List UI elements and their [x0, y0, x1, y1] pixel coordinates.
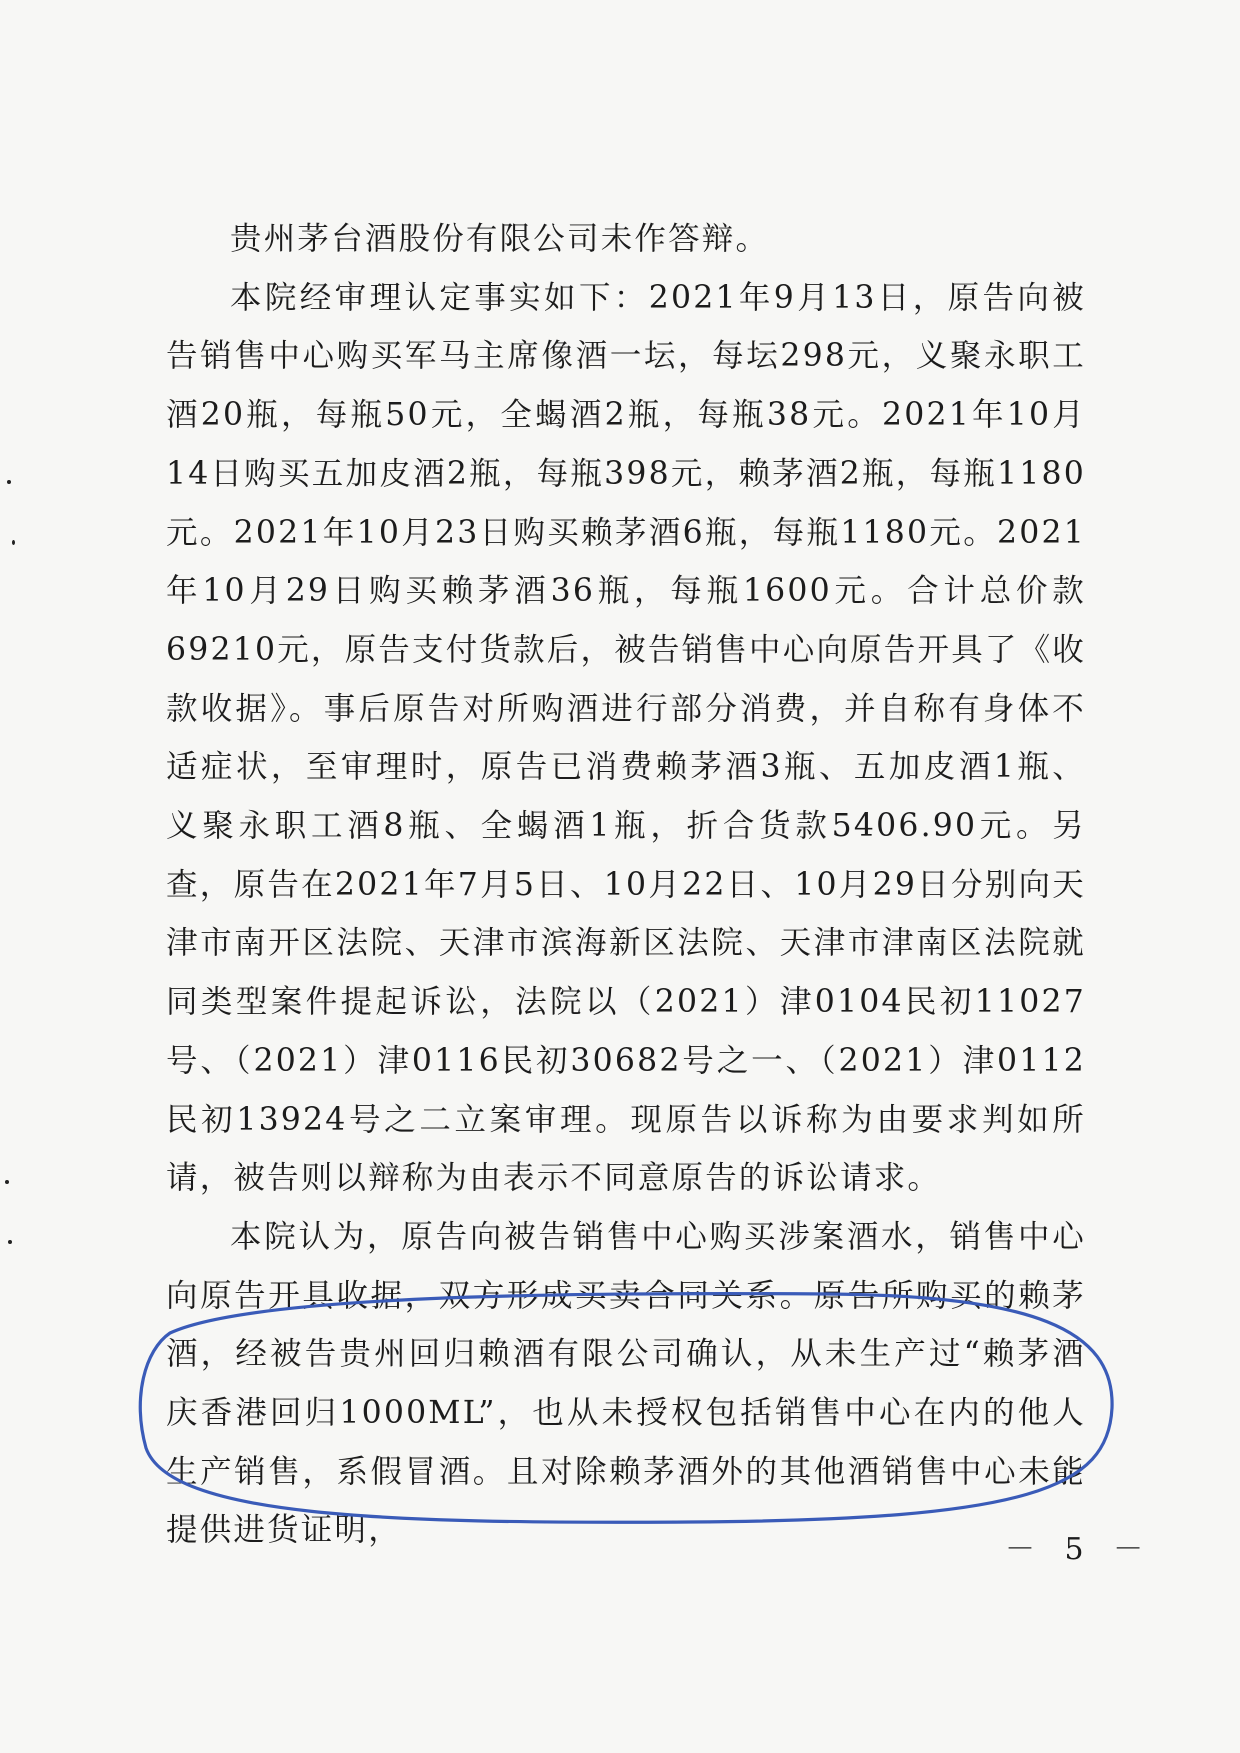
paragraph-facts-found: 本院经审理认定事实如下：2021年9月13日，原告向被告销售中心购买军马主席像酒一坛，每坛298元，义聚永职工酒20瓶，每瓶50元，全蝎酒2瓶，每瓶38元。2021年10月14日购买五加皮酒2瓶，每瓶398元，赖茅酒2瓶，每瓶1180元。2021年10月23日购买赖茅酒6瓶，每瓶1180元。2021年10月29日购买赖茅酒36瓶，每瓶1600元。合计总价款69210元，原告支付货款后，被告销售中心向原告开具了《收款收据》。事后原告对所购酒进行部分消费，并自称有身体不适症状，至审理时，原告已消费赖茅酒3瓶、五加皮酒1瓶、义聚永职工酒8瓶、全蝎酒1瓶，折合货款5406.90元。另查，原告在2021年7月5日、10月22日、10月29日分别向天津市南开区法院、天津市滨海新区法院、天津市津南区法院就同类型案件提起诉讼，法院以（2021）津0104民初11027号、（2021）津0116民初30682号之一、（2021）津0112民初13924号之二立案审理。现原告以诉称为由要求判如所请，被告则以辩称为由表示不同意原告的诉讼请求。 — [166, 279, 1087, 1197]
scan-speck — [8, 1240, 12, 1244]
paragraph-court-opinion: 本院认为，原告向被告销售中心购买涉案酒水，销售中心向原告开具收据，双方形成买卖合同关系。原告所购买的赖茅酒，经被告贵州回归赖酒有限公司确认，从未生产过“赖茅酒庆香港回归1000ML”，也从未授权包括销售中心在内的他人生产销售，系假冒酒。且对除赖茅酒外的其他酒销售中心未能提供进货证明， — [166, 1218, 1086, 1549]
scan-speck — [5, 1180, 9, 1184]
paragraph-defendant-no-defense: 贵州茅台酒股份有限公司未作答辩。 — [230, 221, 770, 257]
scan-speck — [7, 480, 11, 484]
page-number: － 5 － — [1005, 1532, 1154, 1567]
scan-speck — [12, 540, 15, 545]
document-body — [166, 210, 1086, 1560]
